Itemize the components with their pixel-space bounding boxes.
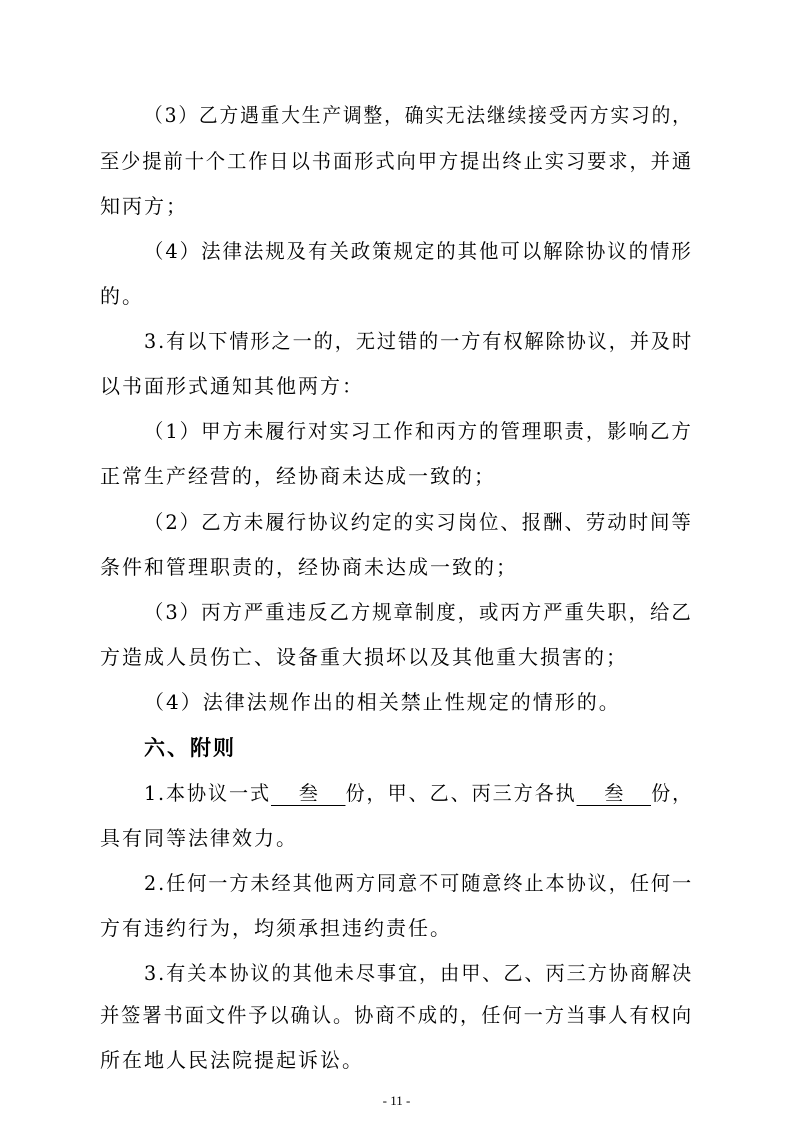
paragraph-line: 正常生产经营的，经协商未达成一致的； — [100, 464, 496, 488]
paragraph-line: （1）甲方未履行对实习工作和丙方的管理职责，影响乙方 — [144, 419, 693, 443]
copies-each-blank: 叁 — [577, 781, 651, 806]
paragraph-line: 所在地人民法院提起诉讼。 — [100, 1048, 364, 1072]
section-heading: 六、附则 — [144, 736, 236, 760]
paragraph-line: 以书面形式通知其他两方： — [100, 374, 364, 398]
copies-middle: 份，甲、乙、丙三方各执 — [345, 781, 577, 805]
paragraph-line: 并签署书面文件予以确认。协商不成的，任何一方当事人有权向 — [100, 1003, 694, 1027]
paragraph-line: （4）法律法规及有关政策规定的其他可以解除协议的情形 — [144, 239, 693, 263]
copies-total-blank: 叁 — [271, 781, 345, 806]
copies-clause — [144, 779, 693, 807]
paragraph-line: （4）法律法规作出的相关禁止性规定的情形的。 — [144, 690, 621, 714]
paragraph-line: （3）乙方遇重大生产调整，确实无法继续接受丙方实习的， — [144, 103, 693, 127]
paragraph-line: 的。 — [100, 284, 144, 308]
copies-suffix: 份， — [651, 781, 694, 805]
paragraph-line: 至少提前十个工作日以书面形式向甲方提出终止实习要求，并通 — [100, 149, 694, 173]
paragraph-line: 知丙方； — [100, 194, 188, 218]
paragraph-line: 条件和管理职责的，经协商未达成一致的； — [100, 555, 518, 579]
paragraph-line: 方造成人员伤亡、设备重大损坏以及其他重大损害的； — [100, 645, 628, 669]
paragraph-line: （3）丙方严重违反乙方规章制度，或丙方严重失职，给乙 — [144, 600, 693, 624]
paragraph-line: 2.任何一方未经其他两方同意不可随意终止本协议，任何一 — [144, 871, 694, 895]
paragraph-line: （2）乙方未履行协议约定的实习岗位、报酬、劳动时间等 — [144, 510, 693, 534]
paragraph-line: 具有同等法律效力。 — [100, 826, 298, 850]
paragraph-line: 方有违约行为，均须承担违约责任。 — [100, 916, 452, 940]
copies-prefix: 1.本协议一式 — [144, 781, 272, 805]
paragraph-line: 3.有关本协议的其他未尽事宜，由甲、乙、丙三方协商解决 — [144, 961, 694, 985]
page-number: - 11 - — [382, 1093, 411, 1108]
paragraph-line: 3.有以下情形之一的，无过错的一方有权解除协议，并及时 — [144, 329, 694, 353]
